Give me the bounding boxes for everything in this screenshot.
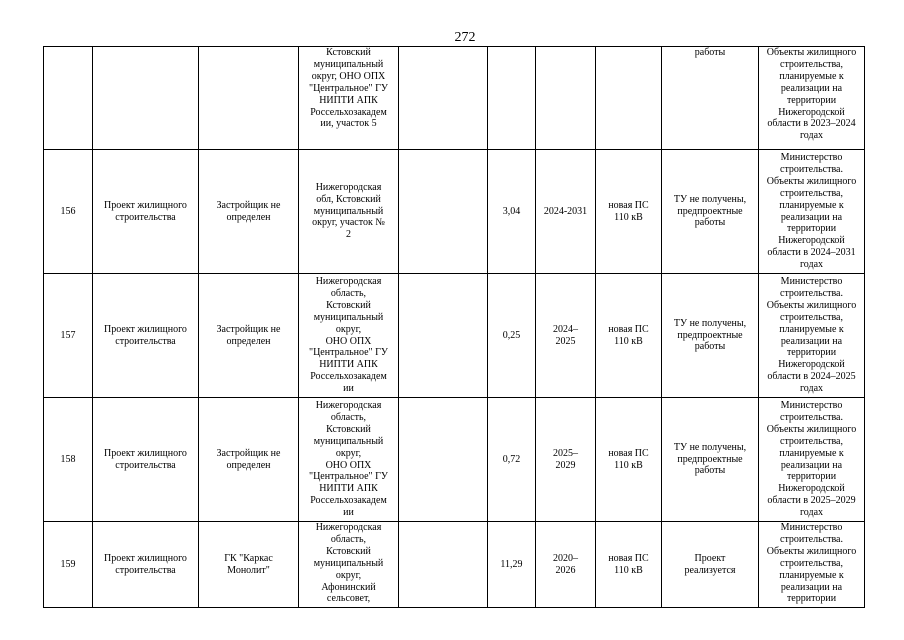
table-row bbox=[44, 47, 865, 150]
location-cell: Нижегородская область, Кстовский муниципальный округ, ОНО ОПХ "Центральное" ГУ НИПТИ АПК Россельхозакадем ии bbox=[299, 398, 399, 522]
period-cell: 2024– 2025 bbox=[536, 274, 596, 398]
area-cell bbox=[488, 47, 536, 150]
row-number-cell: 158 bbox=[44, 398, 93, 522]
period-cell bbox=[536, 47, 596, 150]
power-cell: новая ПС 110 кВ bbox=[596, 522, 662, 608]
project-name-cell: Проект жилищного строительства bbox=[93, 522, 199, 608]
power-cell: новая ПС 110 кВ bbox=[596, 150, 662, 274]
row-number-cell: 156 bbox=[44, 150, 93, 274]
project-name-cell: Проект жилищного строительства bbox=[93, 274, 199, 398]
developer-cell: Застройщик не определен bbox=[199, 150, 299, 274]
location-cell: Нижегородская обл, Кстовский муниципальный округ, участок № 2 bbox=[299, 150, 399, 274]
developer-cell: Застройщик не определен bbox=[199, 398, 299, 522]
table-row bbox=[44, 522, 865, 608]
project-name-cell: Проект жилищного строительства bbox=[93, 150, 199, 274]
status-cell: ТУ не получены, предпроектные работы bbox=[662, 150, 759, 274]
table-row bbox=[44, 150, 865, 274]
row-number-cell bbox=[44, 47, 93, 150]
row-number-cell: 157 bbox=[44, 274, 93, 398]
status-cell: ТУ не получены, предпроектные работы bbox=[662, 274, 759, 398]
source-cell: Министерство строительства. Объекты жилищного строительства, планируемые к реализации на территории bbox=[759, 522, 865, 608]
data-table bbox=[43, 46, 865, 608]
empty-cell bbox=[399, 47, 488, 150]
period-cell: 2020– 2026 bbox=[536, 522, 596, 608]
status-cell: Проект реализуется bbox=[662, 522, 759, 608]
source-cell: Министерство строительства. Объекты жилищного строительства, планируемые к реализации на территории Нижегородской области в 2024–2025 годах bbox=[759, 274, 865, 398]
empty-cell bbox=[399, 398, 488, 522]
source-cell: Министерство строительства. Объекты жилищного строительства, планируемые к реализации на территории Нижегородской области в 2025–2029 годах bbox=[759, 398, 865, 522]
power-cell bbox=[596, 47, 662, 150]
developer-cell: Застройщик не определен bbox=[199, 274, 299, 398]
table-row bbox=[44, 274, 865, 398]
location-cell: Нижегородская область, Кстовский муниципальный округ, ОНО ОПХ "Центральное" ГУ НИПТИ АПК Россельхозакадем ии bbox=[299, 274, 399, 398]
status-cell: ТУ не получены, предпроектные работы bbox=[662, 398, 759, 522]
empty-cell bbox=[399, 522, 488, 608]
location-cell: Нижегородская область, Кстовский муниципальный округ, Афонинский сельсовет, bbox=[299, 522, 399, 608]
area-cell: 0,25 bbox=[488, 274, 536, 398]
project-name-cell bbox=[93, 47, 199, 150]
area-cell: 11,29 bbox=[488, 522, 536, 608]
empty-cell bbox=[399, 274, 488, 398]
status-cell: работы bbox=[662, 47, 759, 150]
period-cell: 2024-2031 bbox=[536, 150, 596, 274]
row-number-cell: 159 bbox=[44, 522, 93, 608]
area-cell: 0,72 bbox=[488, 398, 536, 522]
area-cell: 3,04 bbox=[488, 150, 536, 274]
power-cell: новая ПС 110 кВ bbox=[596, 398, 662, 522]
power-cell: новая ПС 110 кВ bbox=[596, 274, 662, 398]
project-name-cell: Проект жилищного строительства bbox=[93, 398, 199, 522]
location-cell: Кстовский муниципальный округ, ОНО ОПХ "Центральное" ГУ НИПТИ АПК Россельхозакадем ии, участок 5 bbox=[299, 47, 399, 150]
source-cell: Министерство строительства. Объекты жилищного строительства, планируемые к реализации на территории Нижегородской области в 2024–2031 годах bbox=[759, 150, 865, 274]
developer-cell bbox=[199, 47, 299, 150]
table-row bbox=[44, 398, 865, 522]
page-number: 272 bbox=[454, 30, 476, 45]
developer-cell: ГК "Каркас Монолит" bbox=[199, 522, 299, 608]
empty-cell bbox=[399, 150, 488, 274]
period-cell: 2025– 2029 bbox=[536, 398, 596, 522]
source-cell: Объекты жилищного строительства, планируемые к реализации на территории Нижегородской области в 2023–2024 годах bbox=[759, 47, 865, 150]
